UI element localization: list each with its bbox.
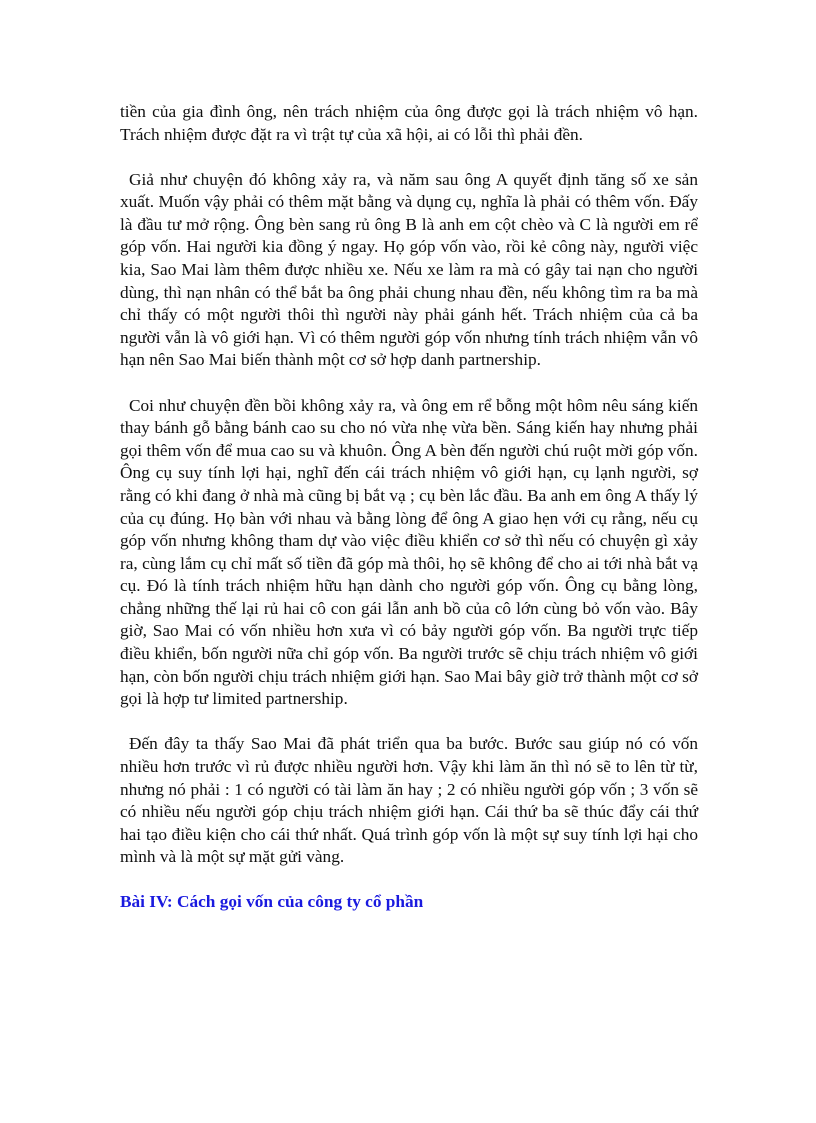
paragraph-2: Giả như chuyện đó không xảy ra, và năm sau ông A quyết định tăng số xe sản xuất. Muốn vậy phải có thêm mặt bằng và dụng cụ, nghĩa là phải có thêm vốn. Đấy là đầu tư mở rộng. Ông bèn sang rủ ông B là anh em cột chèo và C là người em rể góp vốn. Hai người kia đồng ý ngay. Họ góp vốn vào, rồi kẻ công này, người việc kia, Sao Mai làm thêm được nhiều xe. Nếu xe làm ra mà có gây tai nạn cho người dùng, thì nạn nhân có thể bắt ba ông phải chung nhau đền, nếu không tìm ra ba mà chỉ thấy có một người thôi thì người này phải gánh hết. Trách nhiệm của cả ba người vẫn là vô giới hạn. Vì có thêm người góp vốn nhưng tính trách nhiệm vẫn vô hạn nên Sao Mai biến thành một cơ sở hợp danh partnership. [120,169,698,370]
paragraph-4: Đến đây ta thấy Sao Mai đã phát triển qua ba bước. Bước sau giúp nó có vốn nhiều hơn trước vì rủ được nhiều người hơn. Vậy khi làm ăn thì nó sẽ to lên từ từ, nhưng nó phải : 1 có người có tài làm ăn hay ; 2 có nhiều người góp vốn ; 3 vốn sẽ có nhiều nếu người góp chịu trách nhiệm giới hạn. Cái thứ ba sẽ thúc đẩy cái thứ hai tạo điều kiện cho cái thứ nhất. Quá trình góp vốn là một sự suy tính lợi hại cho mình và là một sự mặt gửi vàng. [120,734,698,867]
paragraph-3: Coi như chuyện đền bồi không xảy ra, và ông em rể bỗng một hôm nêu sáng kiến thay bánh gỗ bằng bánh cao su cho nó vừa nhẹ vừa bền. Sáng kiến hay nhưng phải gọi thêm vốn để mua cao su và khuôn. Ông A bèn đến người chú ruột mời góp vốn. Ông cụ suy tính lợi hại, nghĩ đến cái trách nhiệm vô giới hạn, cụ lạnh người, sợ rằng có khi đang ở nhà mà cũng bị bắt vạ ; cụ bèn lắc đầu. Ba anh em ông A thấy lý của cụ đúng. Họ bàn với nhau và bằng lòng để ông A giao hẹn với cụ rằng, nếu cụ góp vốn nhưng không tham dự vào việc điều khiển cơ sở thì nếu có chuyện gì xảy ra, cùng lắm cụ chỉ mất số tiền đã góp mà thôi, họ sẽ không để cho ai tới nhà bắt vạ cụ. Đó là tính trách nhiệm hữu hạn dành cho người góp vốn. Ông cụ bằng lòng, chẳng những thế lại rủ hai cô con gái lẫn anh bồ của cô lớn cùng bỏ vốn vào. Bây giờ, Sao Mai có vốn nhiều hơn xưa vì có bảy người góp vốn. Ba người trực tiếp điều khiển, bốn người nữa chỉ góp vốn. Ba người trước sẽ chịu trách nhiệm vô giới hạn, còn bốn người chịu trách nhiệm giới hạn. Sao Mai bây giờ trở thành một cơ sở gọi là hợp tư limited partnership. [120,395,698,709]
section-heading: Bài IV: Cách gọi vốn của công ty cổ phần [120,892,424,912]
document-page [120,101,698,914]
paragraph-1: tiền của gia đình ông, nên trách nhiệm của ông được gọi là trách nhiệm vô hạn. Trách nhiệm được đặt ra vì trật tự của xã hội, ai có lỗi thì phải đền. [120,102,698,144]
